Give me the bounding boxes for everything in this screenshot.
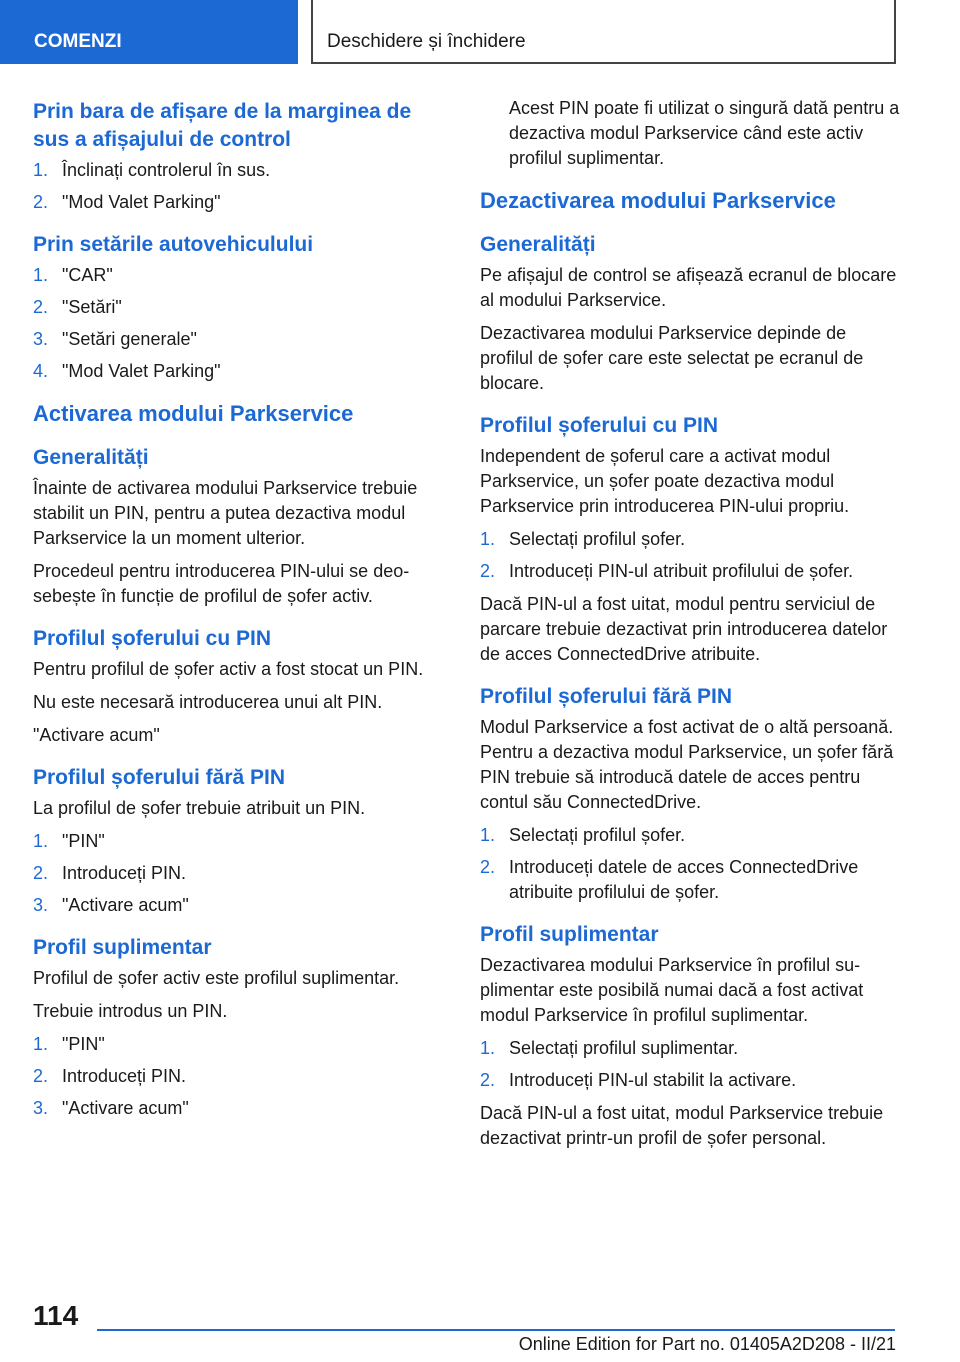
steps-display-bar [33, 158, 453, 215]
step-number: 2. [480, 561, 496, 581]
list-item [480, 1068, 900, 1093]
heading-activate-parkservice: Activarea modului Parkservice [33, 401, 354, 426]
step-number: 3. [33, 329, 49, 349]
list-item [33, 893, 453, 918]
paragraph: Dezactivarea modului Parkservice în profilul suplimentar este posibilă numai dacă a fost activat modul Parkservice în profilul suplimentar. [480, 955, 864, 1025]
list-item [33, 327, 453, 352]
step-text: "Setări" [62, 297, 122, 317]
section-title: Deschidere și închidere [311, 0, 896, 64]
step-text: Introduceți PIN-ul atribuit profilului de șofer. [509, 561, 854, 581]
step-text: Introduceți PIN. [62, 1066, 187, 1086]
paragraph: Dacă PIN-ul a fost uitat, modul pentru serviciul de parcare trebuie dezactivat prin introducerea datelor de acces ConnectedDrive atribuite. [480, 594, 888, 664]
step-text: Selectați profilul suplimentar. [509, 1038, 739, 1058]
heading-general: Generalități [480, 233, 596, 256]
steps-extra-profile [33, 1032, 453, 1121]
step-text: Selectați profilul șofer. [509, 529, 686, 549]
step-text: "PIN" [62, 831, 105, 851]
paragraph: Pe afișajul de control se afișează ecranul de blocare al modului Parkservice. [480, 265, 897, 310]
paragraph: Nu este necesară introducerea unui alt PIN. [33, 692, 383, 712]
step-number: 3. [33, 1098, 49, 1118]
paragraph: Înainte de activarea modului Parkservice trebuie stabilit un PIN, pentru a putea dezactiva modul Parkservice la un moment ulterior. [33, 478, 418, 548]
list-item [33, 359, 453, 384]
footer-edition: Online Edition for Part no. 01405A2D208 - II/21 [518, 1334, 896, 1354]
paragraph: Pentru profilul de șofer activ a fost stocat un PIN. [33, 659, 424, 679]
right-column [480, 96, 900, 1159]
step-text: "Setări generale" [62, 329, 197, 349]
steps-without-pin [480, 823, 900, 905]
step-text: "Activare acum" [62, 1098, 189, 1118]
list-item [33, 829, 453, 854]
step-number: 1. [33, 1034, 49, 1054]
chapter-tab: COMENZI [0, 0, 298, 64]
step-text: "CAR" [62, 265, 113, 285]
steps-extra-profile [480, 1036, 900, 1093]
step-number: 2. [33, 863, 49, 883]
paragraph: Dacă PIN-ul a fost uitat, modul Parkservice trebuie dezactivat printr-un profil de șofer personal. [480, 1103, 884, 1148]
step-number: 2. [480, 1070, 496, 1090]
heading-extra-profile: Profil suplimentar [480, 923, 659, 946]
step-text: "Mod Valet Parking" [62, 192, 221, 212]
step-number: 1. [480, 529, 496, 549]
step-text: Selectați profilul șofer. [509, 825, 686, 845]
heading-vehicle-settings: Prin setările autovehiculului [33, 233, 314, 256]
page-number: 114 [33, 1300, 79, 1331]
heading-profile-without-pin: Profilul șoferului fără PIN [480, 685, 733, 708]
list-item [480, 559, 900, 584]
heading-profile-with-pin: Profilul șoferului cu PIN [33, 627, 272, 650]
paragraph: Procedeul pentru introducerea PIN-ului se deosebește în funcție de profilul de șofer activ. [33, 561, 410, 606]
paragraph: Modul Parkservice a fost activat de o altă persoană. Pentru a dezactiva modul Parkservice, un șofer fără PIN trebuie să introducă datele de acces pentru contul său ConnectedDrive. [480, 717, 894, 812]
step-number: 1. [480, 1038, 496, 1058]
heading-general: Generalități [33, 446, 149, 469]
list-item [480, 1036, 900, 1061]
heading-display-bar: Prin bara de afișare de la marginea de sus a afișajului de control [33, 100, 412, 151]
footer-rule [97, 1329, 895, 1331]
list-item [33, 263, 453, 288]
list-item [33, 158, 453, 183]
step-text: Introduceți PIN. [62, 863, 187, 883]
paragraph: Dezactivarea modului Parkservice depinde de profilul de șofer care este selectat pe ecranul de blocare. [480, 323, 864, 393]
step-number: 2. [33, 1066, 49, 1086]
step-text: Introduceți PIN-ul stabilit la activare. [509, 1070, 797, 1090]
list-item [33, 1096, 453, 1121]
paragraph: "Activare acum" [33, 725, 160, 745]
list-item [33, 1032, 453, 1057]
steps-vehicle-settings [33, 263, 453, 384]
step-number: 1. [33, 265, 49, 285]
paragraph: Independent de șoferul care a activat modul Parkservice, un șofer poate dezactiva modul Parkservice prin introducerea PIN-ului propriu. [480, 446, 850, 516]
step-number: 2. [33, 297, 49, 317]
step-text: Introduceți datele de acces ConnectedDrive atribuite profilului de șofer. [509, 857, 859, 902]
step-number: 2. [33, 192, 49, 212]
step-text: "PIN" [62, 1034, 105, 1054]
steps-without-pin [33, 829, 453, 918]
list-item [33, 861, 453, 886]
step-number: 2. [480, 857, 496, 877]
list-item [33, 1064, 453, 1089]
step-text: "Mod Valet Parking" [62, 361, 221, 381]
step-number: 4. [33, 361, 49, 381]
list-item [33, 295, 453, 320]
heading-deactivate-parkservice: Dezactivarea modului Parkservice [480, 188, 836, 213]
list-item [480, 823, 900, 848]
list-item [480, 855, 900, 905]
heading-profile-with-pin: Profilul șoferului cu PIN [480, 414, 719, 437]
list-item [33, 190, 453, 215]
step-number: 1. [480, 825, 496, 845]
step-number: 3. [33, 895, 49, 915]
step-text: "Activare acum" [62, 895, 189, 915]
step-text: Înclinați controlerul în sus. [62, 160, 271, 180]
paragraph: Acest PIN poate fi utilizat o singură dată pentru a dezactiva modul Parkservice când este activ profilul suplimentar. [509, 98, 900, 168]
heading-profile-without-pin: Profilul șoferului fără PIN [33, 766, 286, 789]
paragraph: La profilul de șofer trebuie atribuit un PIN. [33, 798, 366, 818]
heading-extra-profile: Profil suplimentar [33, 936, 212, 959]
list-item [480, 527, 900, 552]
steps-with-pin [480, 527, 900, 584]
step-number: 1. [33, 160, 49, 180]
paragraph: Trebuie introdus un PIN. [33, 1001, 228, 1021]
step-number: 1. [33, 831, 49, 851]
left-column [33, 98, 453, 1129]
paragraph: Profilul de șofer activ este profilul suplimentar. [33, 968, 400, 988]
